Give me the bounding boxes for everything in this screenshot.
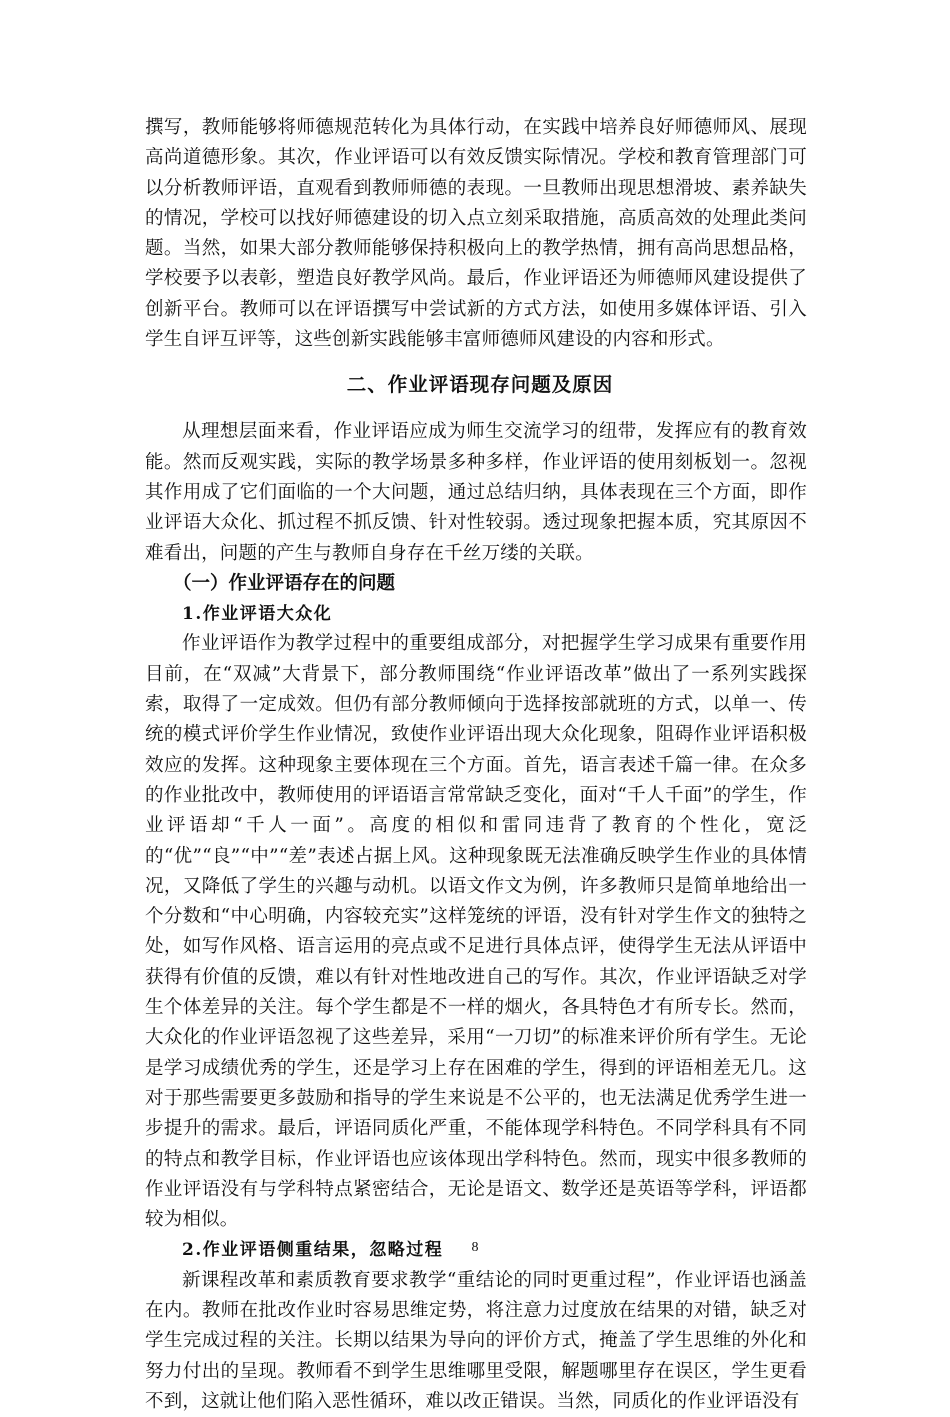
item2-body: 新课程改革和素质教育要求教学“重结论的同时更重过程”，作业评语也涵盖在内。教师在批改作业时容易思维定势，将注意力过度放在结果的对错，缺乏对学生完成过程的关注。长期以结果为导向的评价方式，掩盖了学生思维的外化和努力付出的呈现。教师看不到学生思维哪里受限，解题哪里存在误区，学生更看不到，这就让他们陷入恶性循环，难以改正错误。当然，同质化的作业评语没有: [145, 1269, 807, 1412]
subsection-title: （一）作业评语存在的问题: [173, 572, 396, 594]
section-intro-paragraph: 从理想层面来看，作业评语应成为师生交流学习的纽带，发挥应有的教育效能。然而反观实践，实际的教学场景多种多样，作业评语的使用刻板划一。忽视其作用成了它们面临的一个大问题，通过总结归纳，具体表现在三个方面，即作业评语大众化、抓过程不抓反馈、针对性较弱。透过现象把握本质，究其原因不难看出，问题的产生与教师自身存在千丝万缕的关联。: [145, 421, 807, 564]
document-page: [145, 113, 807, 1417]
item1-body: 作业评语作为教学过程中的重要组成部分，对把握学生学习成果有重要作用目前，在“双减”大背景下，部分教师围绕“作业评语改革”做出了一系列实践探索，取得了一定成效。但仍有部分教师倾向于选择按部就班的方式，以单一、传统的模式评价学生作业情况，致使作业评语出现大众化现象，阻碍作业评语积极效应的发挥。这种现象主要体现在三个方面。首先，语言表述千篇一律。在众多的作业批改中，教师使用的评语语言常常缺乏变化，面对“千人千面”的学生，作业评语却“千人一面”。高度的相似和雷同违背了教育的个性化，宽泛的“优”“良”“中”“差”表述占据上风。这种现象既无法准确反映学生作业的具体情况，又降低了学生的兴趣与动机。以语文作文为例，许多教师只是简单地给出一个分数和“中心明确，内容较充实”这样笼统的评语，没有针对学生作文的独特之处，如写作风格、语言运用的亮点或不足进行具体点评，使得学生无法从评语中获得有价值的反馈，难以有针对性地改进自己的写作。其次，作业评语缺乏对学生个体差异的关注。每个学生都是不一样的烟火，各具特色才有所专长。然而，大众化的作业评语忽视了这些差异，采用“一刀切”的标准来评价所有学生。无论是学习成绩优秀的学生，还是学习上存在困难的学生，得到的评语相差无几。这对于那些需要更多鼓励和指导的学生来说是不公平的，也无法满足优秀学生进一步提升的需求。最后，评语同质化严重，不能体现学科特色。不同学科具有不同的特点和教学目标，作业评语也应该体现出学科特色。然而，现实中很多教师的作业评语没有与学科特点紧密结合，无论是语文、数学还是英语等学科，评语都较为相似。: [145, 633, 807, 1231]
section-title: 二、作业评语现存问题及原因: [346, 373, 614, 397]
page-number: 8: [471, 1240, 479, 1255]
intro-paragraph: 撰写，教师能够将师德规范转化为具体行动，在实践中培养良好师德师风、展现高尚道德形象。其次，作业评语可以有效反馈实际情况。学校和教育管理部门可以分析教师评语，直观看到教师师德的表现。一旦教师出现思想滑坡、素养缺失的情况，学校可以找好师德建设的切入点立刻采取措施，高质高效的处理此类问题。当然，如果大部分教师能够保持积极向上的教学热情，拥有高尚思想品格，学校要予以表彰，塑造良好教学风尚。最后，作业评语还为师德师风建设提供了创新平台。教师可以在评语撰写中尝试新的方式方法，如使用多媒体评语、引入学生自评互评等，这些创新实践能够丰富师德师风建设的内容和形式。: [145, 117, 807, 351]
item1-title: 1.作业评语大众化: [182, 604, 333, 625]
item2-title: 2.作业评语侧重结果，忽略过程: [182, 1240, 444, 1261]
